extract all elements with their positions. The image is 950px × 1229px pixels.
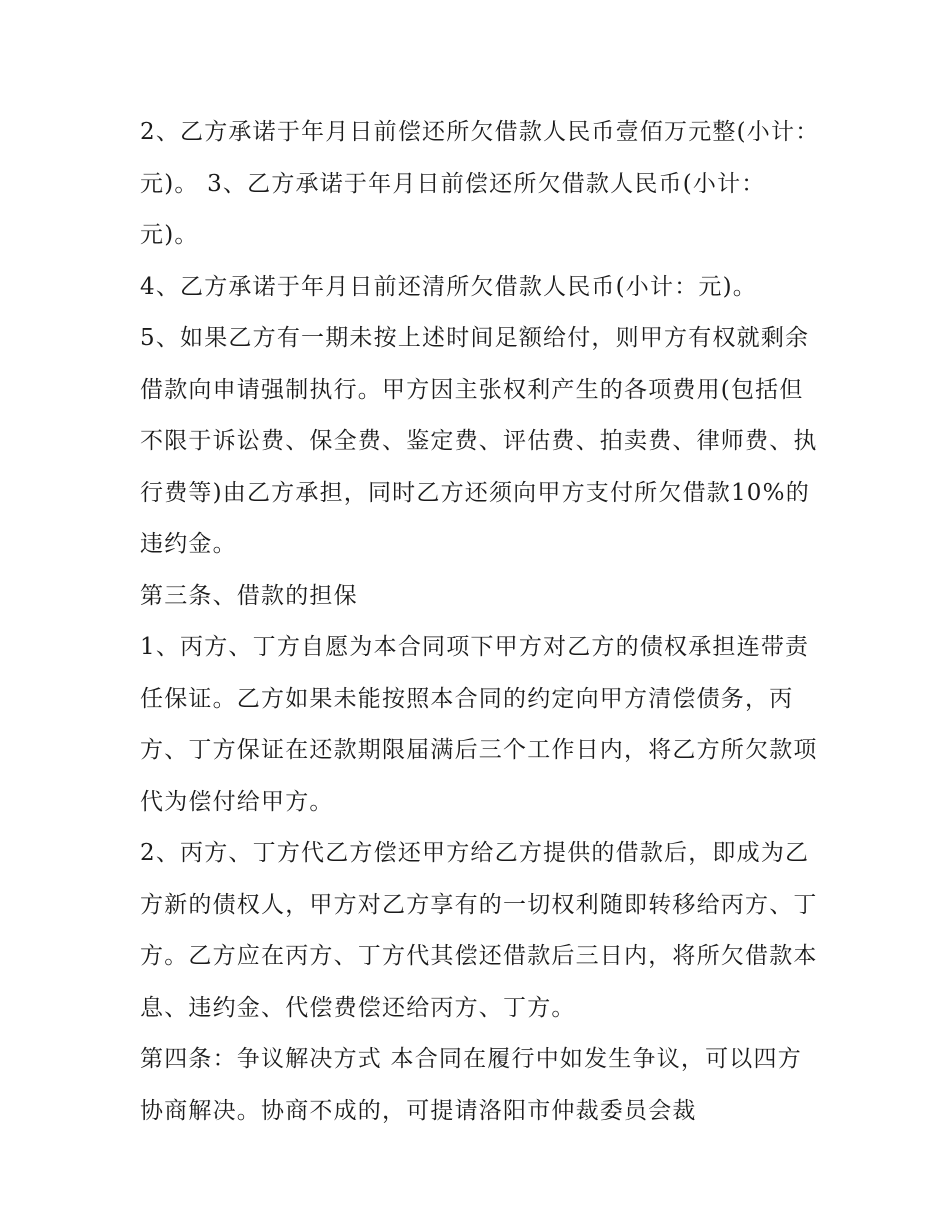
paragraph-default-clause-5: 5、如果乙方有一期未按上述时间足额给付，则甲方有权就剩余借款向申请强制执行。甲方因主张权利产生的各项费用(包括但不限于诉讼费、保全费、鉴定费、评估费、拍卖费、律师费、执行费等)由乙方承担，同时乙方还须向甲方支付所欠借款10%的违约金。: [140, 325, 818, 557]
paragraph-repayment-2-3: 2、乙方承诺于年月日前偿还所欠借款人民币壹佰万元整(小计：元)。 3、乙方承诺于年月日前偿还所欠借款人民币(小计：元)。: [140, 119, 820, 248]
heading-article-3: 第三条、借款的担保: [140, 582, 358, 609]
paragraph-repayment-4: 4、乙方承诺于年月日前还清所欠借款人民币(小计：元)。: [140, 273, 757, 300]
paragraph-guarantee-2: 2、丙方、丁方代乙方偿还甲方给乙方提供的借款后，即成为乙方新的债权人，甲方对乙方享有的一切权利随即转移给丙方、丁方。乙方应在丙方、丁方代其偿还借款后三日内，将所欠借款本息、违约金、代偿费偿还给丙方、丁方。: [140, 840, 818, 1021]
paragraph-guarantee-1: 1、丙方、丁方自愿为本合同项下甲方对乙方的债权承担连带责任保证。乙方如果未能按照本合同的约定向甲方清偿债务，丙方、丁方保证在还款期限届满后三个工作日内，将乙方所欠款项代为偿付给甲方。: [140, 634, 818, 815]
paragraph-article-4-dispute: 第四条：争议解决方式 本合同在履行中如发生争议，可以四方协商解决。协商不成的，可提请洛阳市仲裁委员会裁: [140, 1046, 802, 1124]
document-body: [140, 107, 820, 1137]
